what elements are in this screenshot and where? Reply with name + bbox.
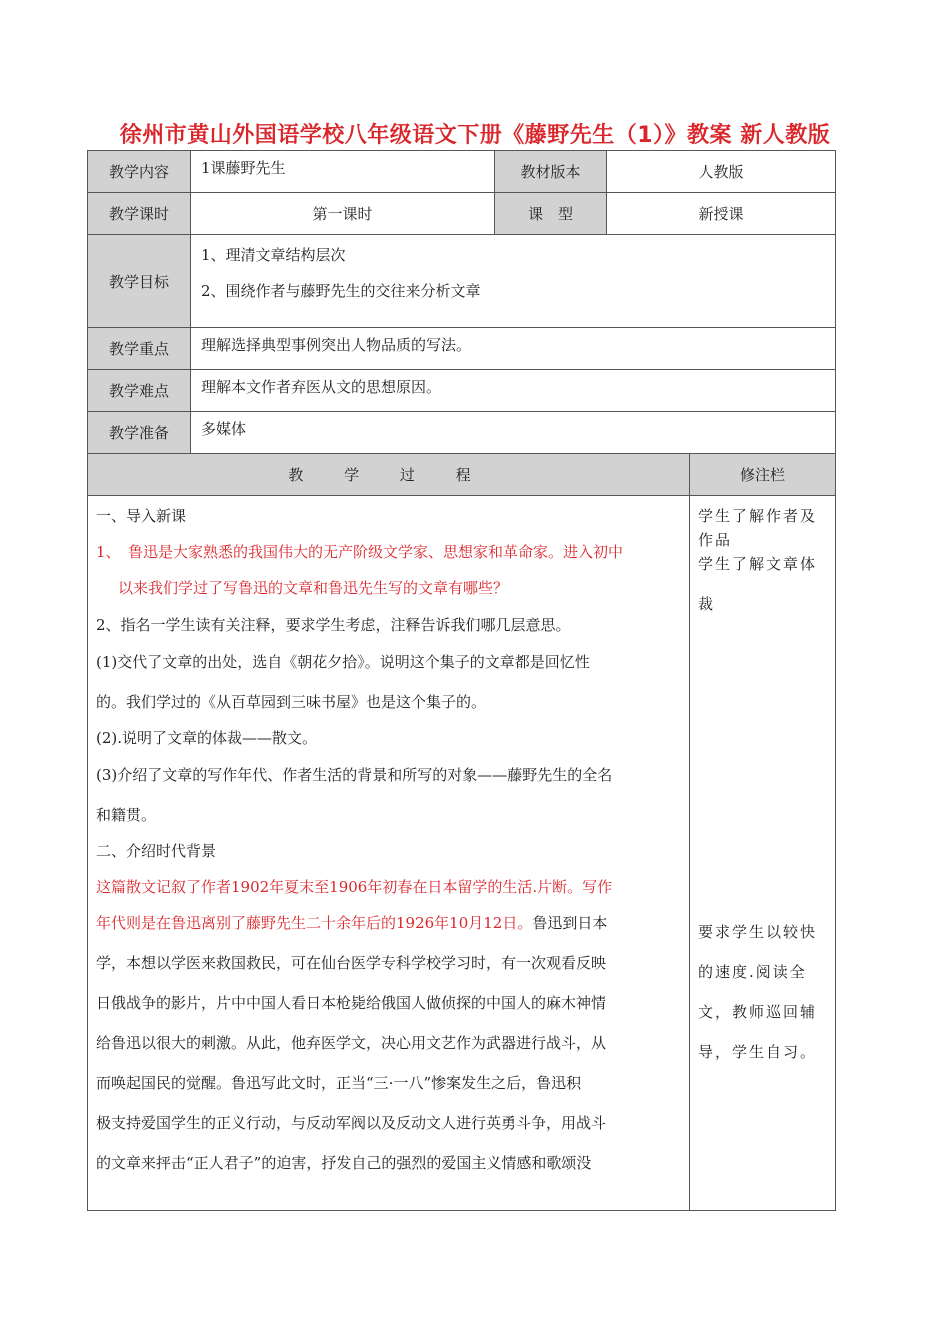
edition-label: 教材版本 xyxy=(495,151,607,192)
goal-item: 2、围绕作者与藤野先生的交往来分析文章 xyxy=(201,282,481,300)
note-line: 学生了解作者及 xyxy=(698,507,818,525)
content-label: 教学内容 xyxy=(88,151,191,192)
row-process-header xyxy=(88,454,835,496)
text-line: (1)交代了文章的出处，选自《朝花夕拾》。说明这个集子的文章都是回忆性 xyxy=(96,653,590,671)
text-line: 这篇散文记叙了作者1902年夏末至1906年初春在日本留学的生活.片断。写作 xyxy=(96,878,613,896)
difficulty-value: 理解本文作者弃医从文的思想原因。 xyxy=(201,378,442,396)
row-content xyxy=(88,151,835,193)
note-line: 的速度.阅读全 xyxy=(698,963,807,981)
text-line: 和籍贯。 xyxy=(96,806,157,824)
content-value: 1课藤野先生 xyxy=(191,151,495,192)
goal-item: 1、理清文章结构层次 xyxy=(201,246,346,264)
period-label: 教学课时 xyxy=(88,193,191,234)
edition-value: 人教版 xyxy=(698,163,744,181)
type-value: 新授课 xyxy=(698,205,744,223)
text-line: 2、指名一学生读有关注释，要求学生考虑，注释告诉我们哪几层意思。 xyxy=(96,616,571,634)
text-line: 1、 鲁迅是大家熟悉的我国伟大的无产阶级文学家、思想家和革命家。进入初中 xyxy=(96,543,624,561)
row-key xyxy=(88,328,835,370)
text-line: 给鲁迅以很大的刺激。从此，他弃医学文，决心用文艺作为武器进行战斗，从 xyxy=(96,1034,607,1052)
period-value: 第一课时 xyxy=(191,193,495,234)
lesson-plan-table xyxy=(87,150,836,1211)
text-line: 极支持爱国学生的正义行动，与反动军阀以及反动文人进行英勇斗争，用战斗 xyxy=(96,1114,607,1132)
text-line: 年代则是在鲁迅离别了藤野先生二十余年后的1926年10月12日。 xyxy=(96,914,533,932)
text-line: (3)介绍了文章的写作年代、作者生活的背景和所写的对象——藤野先生的全名 xyxy=(96,766,613,784)
process-content xyxy=(88,496,690,1210)
key-value: 理解选择典型事例突出人物品质的写法。 xyxy=(201,336,472,354)
row-process-body xyxy=(88,496,835,1210)
section-heading: 一、导入新课 xyxy=(96,507,187,525)
text-line: 而唤起国民的觉醒。鲁迅写此文时，正当“三·一八”惨案发生之后，鲁迅积 xyxy=(96,1074,582,1092)
note-line: 文，教师巡回辅 xyxy=(698,1003,818,1021)
note-line: 作品 xyxy=(698,531,733,549)
page-title: 徐州市黄山外国语学校八年级语文下册《藤野先生（1）》教案 新人教版 xyxy=(119,123,831,148)
text-line: 学，本想以学医来救国救民，可在仙台医学专科学校学习时，有一次观看反映 xyxy=(96,954,607,972)
text-line: (2).说明了文章的体裁——散文。 xyxy=(96,729,318,747)
difficulty-label: 教学难点 xyxy=(88,370,191,411)
key-label: 教学重点 xyxy=(88,328,191,369)
row-goals xyxy=(88,235,835,328)
note-line: 裁 xyxy=(698,595,716,613)
note-line: 要求学生以较快 xyxy=(698,923,818,941)
prep-label: 教学准备 xyxy=(88,412,191,453)
note-line: 学生了解文章体 xyxy=(698,555,818,573)
notes-content xyxy=(690,496,835,1210)
goals-label: 教学目标 xyxy=(88,235,191,327)
note-line: 导，学生自习。 xyxy=(698,1043,818,1061)
row-difficulty xyxy=(88,370,835,412)
type-label: 课 型 xyxy=(495,193,607,234)
text-line: 的。我们学过的《从百草园到三味书屋》也是这个集子的。 xyxy=(96,693,487,711)
notes-header: 修注栏 xyxy=(690,454,835,495)
goals-value xyxy=(191,235,835,327)
row-period xyxy=(88,193,835,235)
process-header: 教 学 过 程 xyxy=(88,454,690,495)
row-prep xyxy=(88,412,835,454)
text-line: 日俄战争的影片，片中中国人看日本枪毙给俄国人做侦探的中国人的麻木神情 xyxy=(96,994,607,1012)
text-line: 以来我们学过了写鲁迅的文章和鲁迅先生写的文章有哪些？ xyxy=(118,579,509,597)
prep-value: 多媒体 xyxy=(201,420,247,438)
section-heading: 二、介绍时代背景 xyxy=(96,842,217,860)
text-line: 的文章来抨击“正人君子”的迫害，抒发自己的强烈的爱国主义情感和歌颂没 xyxy=(96,1154,592,1172)
text-line: 鲁迅到日本 xyxy=(532,914,608,932)
